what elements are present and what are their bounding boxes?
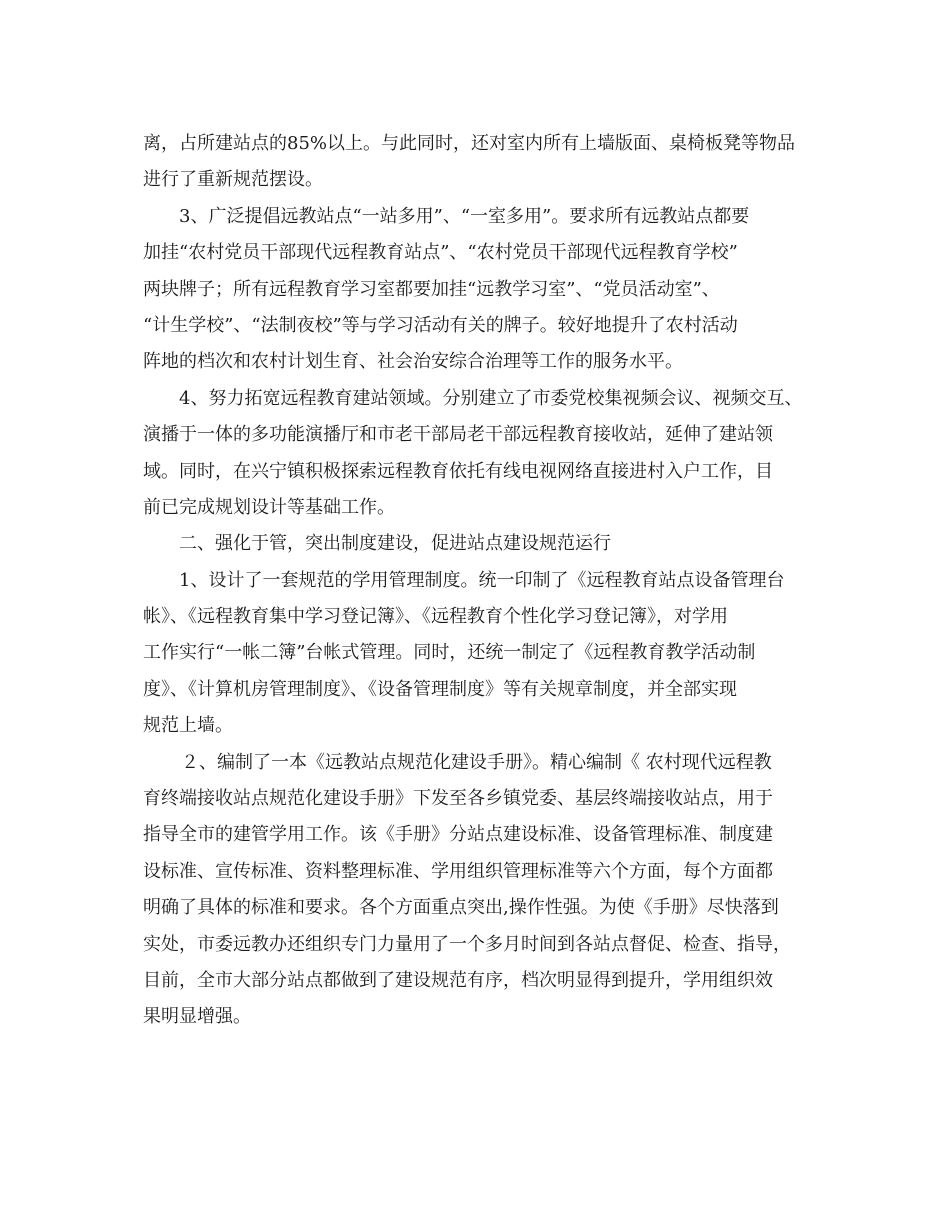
- text-line: 目前，全市大部分站点都做到了建设规范有序，档次明显得到提升，学用组织效: [143, 969, 773, 991]
- text-line: ２、编制了一本《远教站点规范化建设手册》。精心编制《 农村现代远程教: [181, 751, 772, 773]
- text-line: 设标准、宣传标准、资料整理标准、学用组织管理标准等六个方面，每个方面都: [143, 860, 773, 882]
- text-line: 1、设计了一套规范的学用管理制度。统一印制了《远程教育站点设备管理台: [179, 569, 785, 591]
- text-line: 帐》、《远程教育集中学习登记簿》、《远程教育个性化学习登记簿》，对学用: [143, 606, 728, 628]
- text-line: 明确了具体的标准和要求。各个方面重点突出,操作性强。为使《手册》尽快落到: [143, 897, 779, 919]
- document-body: [143, 126, 823, 1036]
- text-line: 阵地的档次和农村计划生育、社会治安综合治理等工作的服务水平。: [143, 351, 683, 373]
- text-line: 离，占所建站点的85%以上。与此同时，还对室内所有上墙版面、桌椅板凳等物品: [143, 133, 796, 154]
- text-line: 进行了重新规范摆设。: [143, 169, 323, 191]
- text-line: 规范上墙。: [143, 715, 233, 737]
- text-line: 加挂“农村党员干部现代远程教育站点”、“农村党员干部现代远程教育学校”: [143, 242, 738, 264]
- text-line: 3、广泛提倡远教站点“一站多用”、“一室多用”。要求所有远教站点都要: [179, 205, 750, 227]
- text-line: 前已完成规划设计等基础工作。: [143, 496, 395, 518]
- text-line: 两块牌子；所有远程教育学习室都要加挂“远教学习室”、“党员活动室”、: [143, 278, 720, 300]
- text-line: 果明显增强。: [143, 1006, 251, 1028]
- text-line: 指导全市的建管学用工作。该《手册》分站点建设标准、设备管理标准、制度建: [143, 824, 773, 846]
- text-line: 域。同时，在兴宁镇积极探索远程教育依托有线电视网络直接进村入户工作，目: [143, 460, 773, 482]
- text-line: 工作实行“一帐二簿”台帐式管理。同时，还统一制定了《远程教育教学活动制: [143, 642, 756, 664]
- text-line: 育终端接收站点规范化建设手册》下发至各乡镇党委、基层终端接收站点，用于: [143, 788, 773, 810]
- text-line: 演播于一体的多功能演播厅和市老干部局老干部远程教育接收站，延伸了建站领: [143, 424, 773, 446]
- text-line: 4、努力拓宽远程教育建站领域。分别建立了市委党校集视频会议、视频交互、: [179, 387, 803, 409]
- section-heading: 二、强化于管，突出制度建设，促进站点建设规范运行: [179, 533, 611, 555]
- text-line: 实处，市委远教办还组织专门力量用了一个多月时间到各站点督促、检查、指导，: [143, 933, 791, 955]
- text-line: 度》、《计算机房管理制度》、《设备管理制度》等有关规章制度，并全部实现: [143, 678, 737, 700]
- text-line: “计生学校”、“法制夜校”等与学习活动有关的牌子。较好地提升了农村活动: [143, 314, 738, 336]
